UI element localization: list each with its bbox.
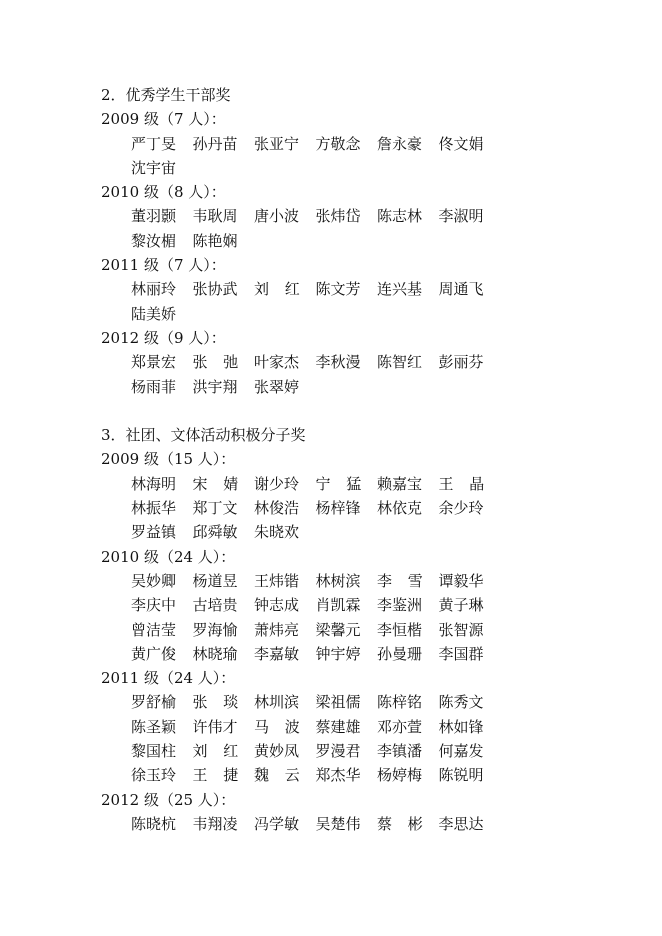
- student-name: 魏云: [254, 766, 316, 785]
- student-name: 陆美娇: [131, 304, 177, 323]
- section-spacer: [101, 399, 621, 423]
- student-name: 钟志成: [254, 596, 300, 615]
- student-name: 王晶: [438, 474, 501, 493]
- student-name: 张亚宁: [254, 134, 300, 153]
- student-name: 李国群: [438, 644, 484, 663]
- year-group-heading: 2011 级（7 人）：: [101, 256, 226, 275]
- student-name: 谭毅华: [438, 571, 484, 590]
- name-row: [131, 739, 621, 763]
- student-name: 詹永豪: [377, 134, 423, 153]
- student-name: 张琰: [192, 693, 255, 712]
- student-name: 古培贵: [192, 596, 238, 615]
- student-name: 余少玲: [438, 499, 484, 518]
- student-name: 罗舒榆: [131, 693, 177, 712]
- name-row: [131, 277, 621, 301]
- student-name: 蔡彬: [377, 814, 439, 833]
- student-name: 林圳滨: [254, 693, 300, 712]
- student-name: 冯学敏: [254, 814, 300, 833]
- student-name: 林丽玲: [131, 280, 177, 299]
- student-name: 宋婧: [192, 474, 255, 493]
- student-name: 邱舜敏: [192, 523, 238, 542]
- student-name: 林海明: [131, 474, 177, 493]
- student-name: 杨婷梅: [377, 766, 423, 785]
- name-row: [131, 472, 621, 496]
- year-group-heading: 2010 级（24 人）：: [101, 547, 236, 566]
- name-row: [131, 229, 621, 253]
- name-row: [131, 375, 621, 399]
- student-name: 李思达: [438, 814, 484, 833]
- name-row: [131, 132, 621, 156]
- student-name: 吴楚伟: [315, 814, 361, 833]
- student-name: 陈秀文: [438, 693, 484, 712]
- student-name: 肖凯霖: [315, 596, 361, 615]
- name-row: [131, 642, 621, 666]
- student-name: 王捷: [192, 766, 255, 785]
- student-name: 李淑明: [438, 207, 484, 226]
- student-name: 张协武: [192, 280, 238, 299]
- name-row: [131, 302, 621, 326]
- name-row: [131, 350, 621, 374]
- student-name: 陈文芳: [315, 280, 361, 299]
- name-row: [131, 520, 621, 544]
- student-name: 曾洁莹: [131, 620, 177, 639]
- student-name: 李雪: [377, 571, 439, 590]
- student-name: 林依克: [377, 499, 423, 518]
- student-name: 陈艳娴: [192, 231, 238, 250]
- student-name: 何嘉发: [438, 742, 484, 761]
- student-name: 杨道昱: [192, 571, 238, 590]
- student-name: 罗漫君: [315, 742, 361, 761]
- student-name: 黄广俊: [131, 644, 177, 663]
- student-name: 陈锐明: [438, 766, 484, 785]
- student-name: 方敬念: [315, 134, 361, 153]
- student-name: 林晓瑜: [192, 644, 238, 663]
- section-title: 3．社团、文体活动积极分子奖: [101, 426, 306, 445]
- student-name: 罗益镇: [131, 523, 177, 542]
- student-name: 郑景宏: [131, 353, 177, 372]
- student-name: 张翠婷: [254, 377, 300, 396]
- student-name: 陈志林: [377, 207, 423, 226]
- student-name: 唐小波: [254, 207, 300, 226]
- year-group-heading: 2010 级（8 人）：: [101, 183, 226, 202]
- year-group-heading: 2012 级（9 人）：: [101, 328, 226, 347]
- student-name: 刘红: [254, 280, 316, 299]
- student-name: 韦耿周: [192, 207, 238, 226]
- student-name: 钟宇婷: [315, 644, 361, 663]
- student-name: 陈梓铭: [377, 693, 423, 712]
- student-name: 张弛: [192, 353, 255, 372]
- student-name: 李秋漫: [315, 353, 361, 372]
- student-name: 董羽颢: [131, 207, 177, 226]
- student-name: 林俊浩: [254, 499, 300, 518]
- name-row: [131, 593, 621, 617]
- student-name: 赖嘉宝: [377, 474, 423, 493]
- name-row: [131, 204, 621, 228]
- student-name: 李镇潘: [377, 742, 423, 761]
- student-name: 徐玉玲: [131, 766, 177, 785]
- year-group-heading: 2012 级（25 人）：: [101, 790, 236, 809]
- student-name: 郑杰华: [315, 766, 361, 785]
- student-name: 王炜锴: [254, 571, 300, 590]
- student-name: 孙曼珊: [377, 644, 423, 663]
- document-body: [101, 83, 621, 836]
- student-name: 蔡建雄: [315, 717, 361, 736]
- student-name: 谢少玲: [254, 474, 300, 493]
- student-name: 郑丁文: [192, 499, 238, 518]
- student-name: 周通飞: [438, 280, 484, 299]
- student-name: 李庆中: [131, 596, 177, 615]
- student-name: 吴妙卿: [131, 571, 177, 590]
- student-name: 朱晓欢: [254, 523, 300, 542]
- student-name: 宁猛: [315, 474, 378, 493]
- name-row: [131, 812, 621, 836]
- name-row: [131, 763, 621, 787]
- student-name: 杨梓锋: [315, 499, 361, 518]
- student-name: 张智源: [438, 620, 484, 639]
- year-group-heading: 2009 级（15 人）：: [101, 450, 236, 469]
- student-name: 张炜岱: [315, 207, 361, 226]
- student-name: 彭丽芬: [438, 353, 484, 372]
- name-row: [131, 569, 621, 593]
- student-name: 黄子琳: [438, 596, 484, 615]
- student-name: 沈宇宙: [131, 158, 177, 177]
- student-name: 严丁旻: [131, 134, 177, 153]
- student-name: 杨雨菲: [131, 377, 177, 396]
- student-name: 邓亦萱: [377, 717, 423, 736]
- name-row: [131, 618, 621, 642]
- year-group-heading: 2011 级（24 人）：: [101, 669, 236, 688]
- student-name: 萧炜亮: [254, 620, 300, 639]
- student-name: 罗海愉: [192, 620, 238, 639]
- name-row: [131, 496, 621, 520]
- name-row: [131, 715, 621, 739]
- student-name: 李嘉敏: [254, 644, 300, 663]
- student-name: 连兴基: [377, 280, 423, 299]
- student-name: 林如锋: [438, 717, 484, 736]
- student-name: 黎国柱: [131, 742, 177, 761]
- student-name: 刘红: [192, 742, 255, 761]
- year-group-heading: 2009 级（7 人）：: [101, 110, 226, 129]
- name-row: [131, 156, 621, 180]
- student-name: 韦翔凌: [192, 814, 238, 833]
- student-name: 林树滨: [315, 571, 361, 590]
- name-row: [131, 690, 621, 714]
- student-name: 黄妙凤: [254, 742, 300, 761]
- student-name: 佟文娟: [438, 134, 484, 153]
- student-name: 陈圣颖: [131, 717, 177, 736]
- student-name: 孙丹苗: [192, 134, 238, 153]
- student-name: 李恒楷: [377, 620, 423, 639]
- student-name: 黎汝楣: [131, 231, 177, 250]
- student-name: 林振华: [131, 499, 177, 518]
- student-name: 梁祖儒: [315, 693, 361, 712]
- student-name: 许伟才: [192, 717, 238, 736]
- student-name: 梁馨元: [315, 620, 361, 639]
- student-name: 洪宇翔: [192, 377, 238, 396]
- student-name: 陈晓杭: [131, 814, 177, 833]
- student-name: 叶家杰: [254, 353, 300, 372]
- section-title: 2．优秀学生干部奖: [101, 86, 231, 104]
- student-name: 李鉴洲: [377, 596, 423, 615]
- student-name: 马波: [254, 717, 316, 736]
- student-name: 陈智红: [377, 353, 423, 372]
